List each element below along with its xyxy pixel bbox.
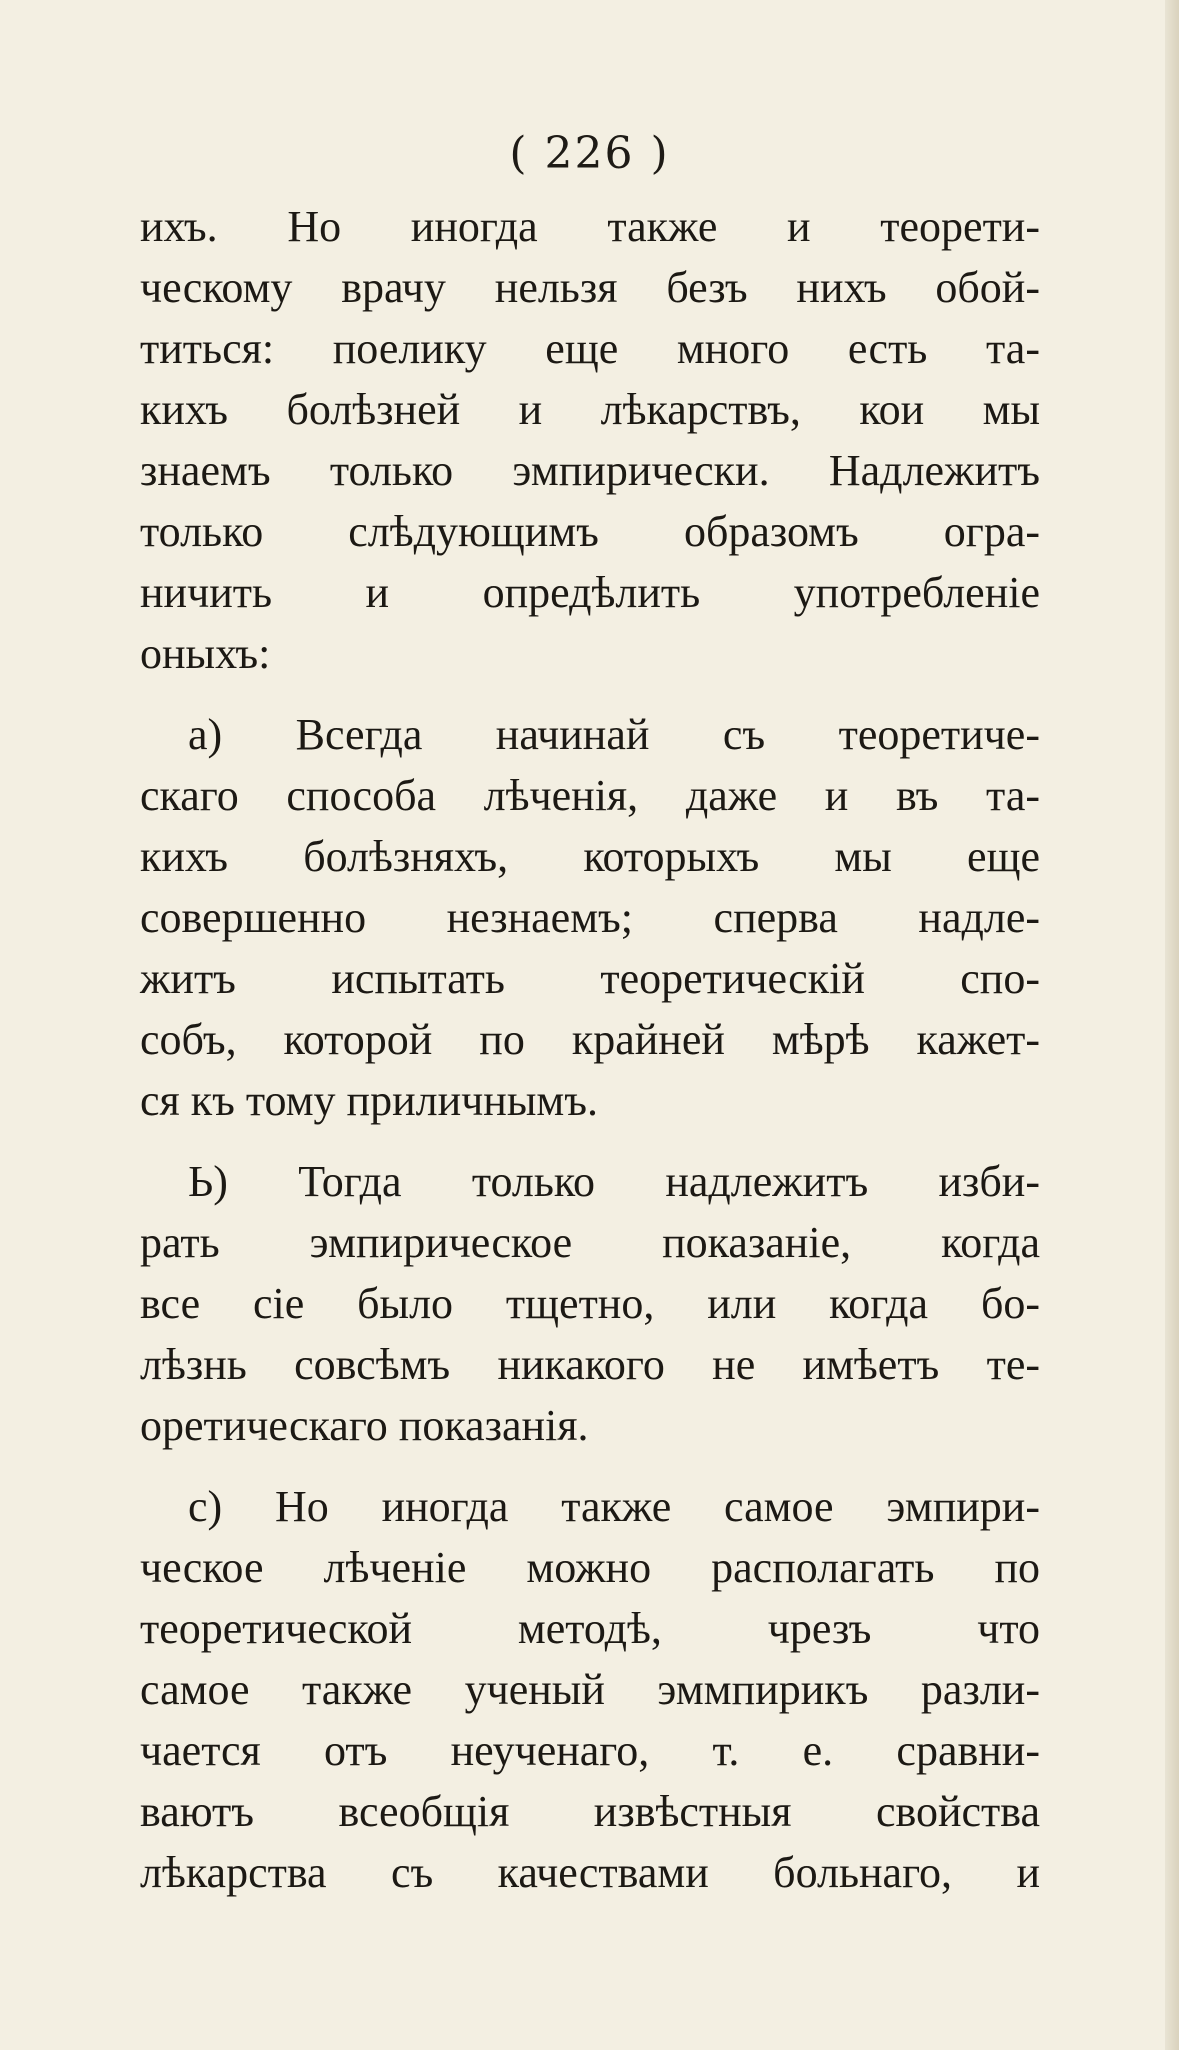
text-line: собъ, которой по крайней мѣрѣ кажет- [140, 1015, 1040, 1064]
paragraph-gap [140, 1131, 1040, 1151]
text-line: знаемъ только эмпирически. Надлежитъ [140, 446, 1040, 495]
paragraph [140, 196, 1040, 684]
text-line: оретическаго показанія. [140, 1401, 589, 1450]
text-line: ваютъ всеобщія извѣстныя свойства [140, 1787, 1040, 1836]
paragraph-gap [140, 1456, 1040, 1476]
page-edge [1165, 0, 1179, 2050]
text-line: Ь) Тогда только надлежитъ изби- [188, 1157, 1040, 1206]
text-line: оныхъ: [140, 629, 271, 678]
paragraph-gap [140, 684, 1040, 704]
text-line: ихъ. Но иногда также и теорети- [140, 202, 1040, 251]
text-line: кихъ болѣзней и лѣкарствъ, кои мы [140, 385, 1040, 434]
text-line: только слѣдующимъ образомъ огра- [140, 507, 1040, 556]
text-line: чается отъ неученаго, т. е. сравни- [140, 1726, 1040, 1775]
text-line: ческому врачу нельзя безъ нихъ обой- [140, 263, 1040, 312]
text-line: теоретической методѣ, чрезъ что [140, 1604, 1040, 1653]
text-line: ся къ тому приличнымъ. [140, 1076, 598, 1125]
text-line: совершенно незнаемъ; сперва надле- [140, 893, 1040, 942]
paragraph [140, 1151, 1040, 1456]
text-line: а) Всегда начинай съ теоретиче- [188, 710, 1040, 759]
text-line: ничить и опредѣлить употребленіе [140, 568, 1040, 617]
text-line: все сіе было тщетно, или когда бо- [140, 1279, 1040, 1328]
text-line: скаго способа лѣченія, даже и въ та- [140, 771, 1040, 820]
body-text [140, 196, 1040, 1903]
text-line: житъ испытать теоретическій спо- [140, 954, 1040, 1003]
text-line: рать эмпирическое показаніе, когда [140, 1218, 1040, 1267]
text-line: лѣзнь совсѣмъ никакого не имѣетъ те- [140, 1340, 1040, 1389]
paragraph [140, 704, 1040, 1131]
page-number: ( 226 ) [509, 128, 670, 179]
text-line: самое также ученый эммпирикъ разли- [140, 1665, 1040, 1714]
text-line: с) Но иногда также самое эмпири- [188, 1482, 1040, 1531]
text-line: титься: поелику еще много есть та- [140, 324, 1040, 373]
paragraph [140, 1476, 1040, 1903]
text-line: лѣкарства съ качествами больнаго, и [140, 1848, 1040, 1897]
text-line: кихъ болѣзняхъ, которыхъ мы еще [140, 832, 1040, 881]
text-line: ческое лѣченіе можно располагать по [140, 1543, 1040, 1592]
